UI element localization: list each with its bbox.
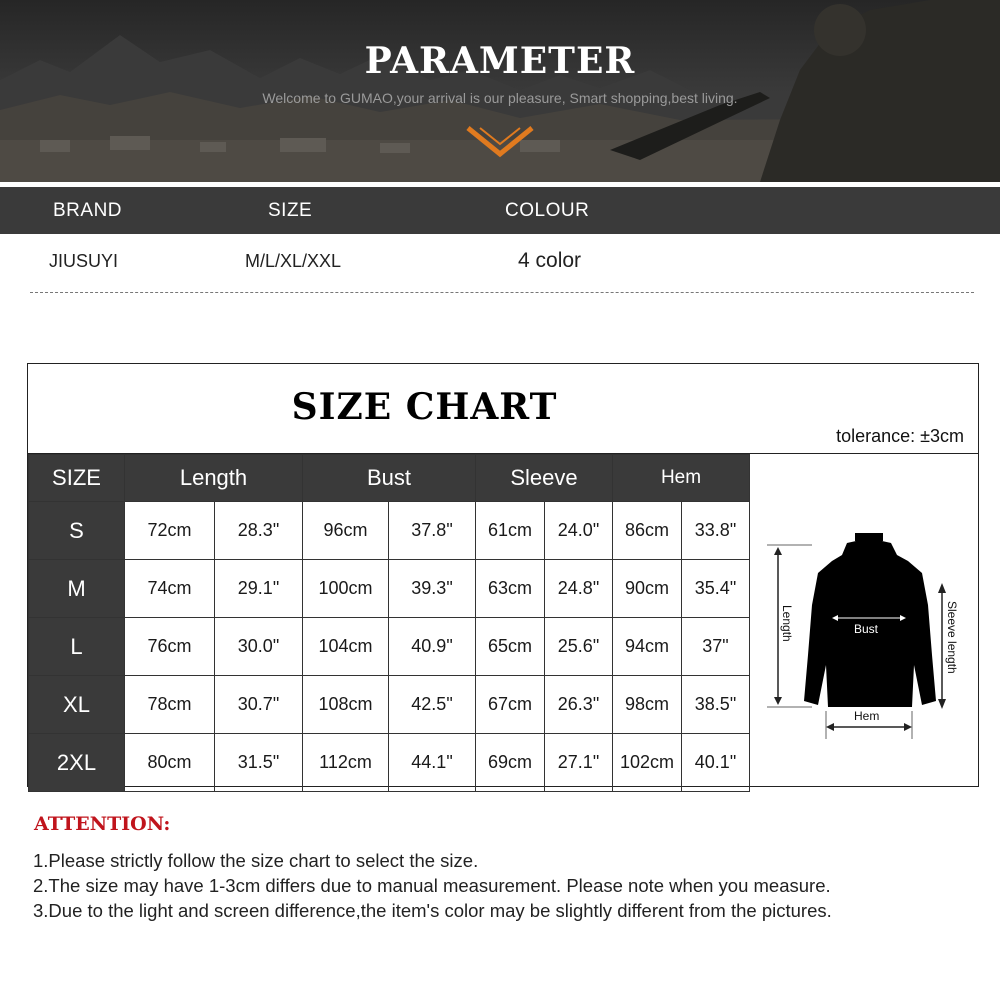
measurement-cell: 31.5" [215, 734, 303, 792]
size-label-cell: S [29, 502, 125, 560]
measurement-cell: 65cm [476, 618, 545, 676]
measurement-cell: 100cm [303, 560, 389, 618]
attention-note: 3.Due to the light and screen difference,the item's color may be slightly different from the pictures. [33, 900, 832, 921]
measurement-cell: 104cm [303, 618, 389, 676]
attention-note: 2.The size may have 1-3cm differs due to manual measurement. Please note when you measure. [33, 875, 831, 896]
measurement-cell: 78cm [125, 676, 215, 734]
table-row [29, 734, 750, 792]
banner-subtitle: Welcome to GUMAO,your arrival is our pleasure, Smart shopping,best living. [262, 90, 738, 106]
table-row [29, 502, 750, 560]
column-header-length: Length [125, 455, 303, 502]
size-table [28, 454, 750, 792]
size-header: SIZE [268, 200, 313, 221]
measurement-cell: 37.8" [389, 502, 476, 560]
measurement-cell: 72cm [125, 502, 215, 560]
size-label-cell: 2XL [29, 734, 125, 792]
brand-value: JIUSUYI [49, 251, 119, 271]
size-value: M/L/XL/XXL [245, 251, 342, 271]
table-row [29, 560, 750, 618]
measurement-cell: 29.1" [215, 560, 303, 618]
measurement-cell: 112cm [303, 734, 389, 792]
measurement-cell: 94cm [613, 618, 682, 676]
tolerance-note: tolerance: ±3cm [836, 426, 964, 446]
measurement-cell: 35.4" [682, 560, 750, 618]
measurement-cell: 33.8" [682, 502, 750, 560]
measurement-cell: 24.8" [545, 560, 613, 618]
size-label-cell: L [29, 618, 125, 676]
size-chart-title: SIZE CHART [291, 386, 558, 428]
shirt-measure-icon [752, 455, 978, 786]
measurement-cell: 37" [682, 618, 750, 676]
measurement-cell: 39.3" [389, 560, 476, 618]
measurement-cell: 30.7" [215, 676, 303, 734]
measurement-cell: 38.5" [682, 676, 750, 734]
measurement-cell: 98cm [613, 676, 682, 734]
measurement-cell: 25.6" [545, 618, 613, 676]
measurement-cell: 69cm [476, 734, 545, 792]
dashed-divider [30, 292, 974, 293]
measurement-cell: 102cm [613, 734, 682, 792]
measurement-cell: 108cm [303, 676, 389, 734]
measurement-cell: 44.1" [389, 734, 476, 792]
measurement-cell: 74cm [125, 560, 215, 618]
measurement-cell: 40.1" [682, 734, 750, 792]
parameter-header [0, 187, 1000, 234]
measurement-cell: 67cm [476, 676, 545, 734]
banner [0, 0, 1000, 182]
measurement-cell: 26.3" [545, 676, 613, 734]
attention-title: ATTENTION: [34, 813, 171, 835]
sleeve-label: Sleeve length [945, 601, 959, 674]
column-header-size: SIZE [29, 455, 125, 502]
measurement-cell: 80cm [125, 734, 215, 792]
measurement-cell: 28.3" [215, 502, 303, 560]
banner-title: PARAMETER [364, 40, 636, 82]
measurement-cell: 96cm [303, 502, 389, 560]
length-label: Length [780, 605, 794, 642]
column-header-hem: Hem [613, 455, 750, 502]
size-label-cell: XL [29, 676, 125, 734]
measurement-cell: 90cm [613, 560, 682, 618]
measurement-cell: 61cm [476, 502, 545, 560]
measurement-cell: 27.1" [545, 734, 613, 792]
table-row [29, 676, 750, 734]
bust-label: Bust [854, 622, 879, 636]
column-header-sleeve: Sleeve [476, 455, 613, 502]
size-label-cell: M [29, 560, 125, 618]
measurement-cell: 30.0" [215, 618, 303, 676]
attention-note: 1.Please strictly follow the size chart to select the size. [33, 850, 479, 871]
measurement-cell: 86cm [613, 502, 682, 560]
measurement-cell: 42.5" [389, 676, 476, 734]
column-header-bust: Bust [303, 455, 476, 502]
measurement-cell: 40.9" [389, 618, 476, 676]
hem-label: Hem [854, 709, 880, 723]
brand-header: BRAND [53, 200, 123, 221]
measurement-diagram [752, 455, 978, 786]
measurement-cell: 63cm [476, 560, 545, 618]
colour-value: 4 color [518, 249, 582, 272]
chevron-down-icon [466, 124, 534, 158]
attention-notes [33, 848, 832, 923]
colour-header: COLOUR [505, 200, 590, 221]
table-row [29, 618, 750, 676]
measurement-cell: 24.0" [545, 502, 613, 560]
size-table-header [29, 455, 750, 502]
measurement-cell: 76cm [125, 618, 215, 676]
